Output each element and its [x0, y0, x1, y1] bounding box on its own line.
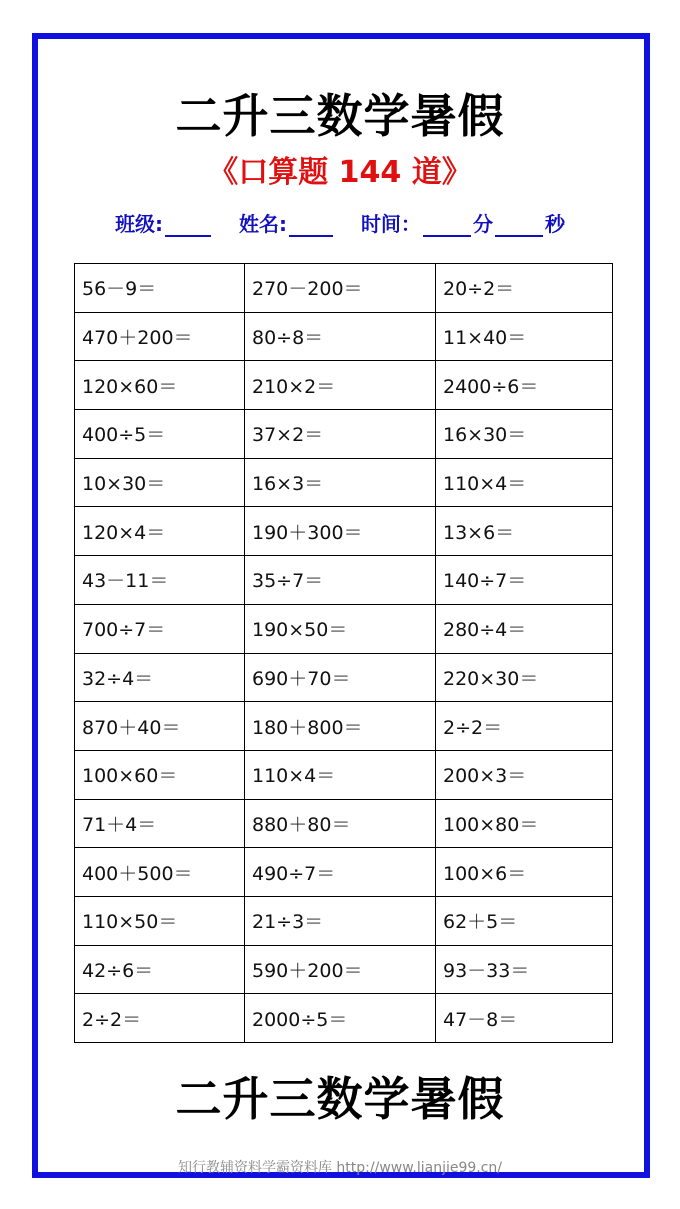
- table-row: [75, 361, 613, 410]
- problem-cell: 200×3＝: [436, 750, 613, 799]
- problem-cell: 2÷2＝: [75, 994, 245, 1043]
- time-label: 时间：: [360, 212, 421, 236]
- problem-cell: 32÷4＝: [75, 653, 245, 702]
- problem-cell: 140÷7＝: [436, 556, 613, 605]
- minute-blank: [423, 215, 471, 237]
- table-row: [75, 458, 613, 507]
- bottom-title: 二升三数学暑假: [175, 1072, 505, 1126]
- table-row: [75, 604, 613, 653]
- minute-label: 分: [472, 212, 493, 236]
- problem-cell: 470＋200＝: [75, 312, 245, 361]
- name-blank: [289, 215, 333, 237]
- problem-cell: 37×2＝: [245, 410, 436, 459]
- problem-cell: 2÷2＝: [436, 702, 613, 751]
- problem-cell: 10×30＝: [75, 458, 245, 507]
- problem-cell: 100×80＝: [436, 799, 613, 848]
- problem-cell: 220×30＝: [436, 653, 613, 702]
- problem-cell: 590＋200＝: [245, 945, 436, 994]
- second-label: 秒: [544, 212, 565, 236]
- problem-table: [74, 263, 613, 1043]
- table-row: [75, 556, 613, 605]
- problem-cell: 280÷4＝: [436, 604, 613, 653]
- table-row: [75, 750, 613, 799]
- table-row: [75, 653, 613, 702]
- problem-cell: 210×2＝: [245, 361, 436, 410]
- problem-cell: 110×4＝: [245, 750, 436, 799]
- table-row: [75, 702, 613, 751]
- class-blank: [165, 215, 211, 237]
- problem-cell: 35÷7＝: [245, 556, 436, 605]
- problem-cell: 20÷2＝: [436, 264, 613, 313]
- problem-cell: 42÷6＝: [75, 945, 245, 994]
- problem-cell: 43－11＝: [75, 556, 245, 605]
- problem-cell: 110×50＝: [75, 896, 245, 945]
- footer-watermark: 知行教辅资料学霸资料库 http://www.lianjie99.cn/: [177, 1160, 503, 1176]
- problem-cell: 100×60＝: [75, 750, 245, 799]
- problem-cell: 47－8＝: [436, 994, 613, 1043]
- problem-cell: 690＋70＝: [245, 653, 436, 702]
- problem-cell: 120×60＝: [75, 361, 245, 410]
- problem-cell: 490÷7＝: [245, 848, 436, 897]
- table-row: [75, 896, 613, 945]
- page-subtitle: 《口算题 144 道》: [208, 155, 472, 190]
- problem-cell: 93－33＝: [436, 945, 613, 994]
- problem-cell: 190×50＝: [245, 604, 436, 653]
- problem-cell: 11×40＝: [436, 312, 613, 361]
- problem-cell: 190＋300＝: [245, 507, 436, 556]
- problem-cell: 2000÷5＝: [245, 994, 436, 1043]
- table-row: [75, 410, 613, 459]
- table-row: [75, 264, 613, 313]
- problem-cell: 180＋800＝: [245, 702, 436, 751]
- info-line: [0, 208, 680, 237]
- problem-cell: 270－200＝: [245, 264, 436, 313]
- problem-cell: 16×3＝: [245, 458, 436, 507]
- table-row: [75, 945, 613, 994]
- problem-cell: 80÷8＝: [245, 312, 436, 361]
- problem-cell: 110×4＝: [436, 458, 613, 507]
- problem-cell: 400＋500＝: [75, 848, 245, 897]
- problem-cell: 13×6＝: [436, 507, 613, 556]
- problem-cell: 100×6＝: [436, 848, 613, 897]
- problem-cell: 2400÷6＝: [436, 361, 613, 410]
- table-row: [75, 312, 613, 361]
- page-title: 二升三数学暑假: [175, 89, 505, 143]
- table-row: [75, 848, 613, 897]
- problem-cell: 870＋40＝: [75, 702, 245, 751]
- class-label: 班级:: [115, 212, 164, 236]
- problem-cell: 700÷7＝: [75, 604, 245, 653]
- problem-cell: 16×30＝: [436, 410, 613, 459]
- problem-cell: 56－9＝: [75, 264, 245, 313]
- table-row: [75, 994, 613, 1043]
- name-label: 姓名:: [239, 212, 287, 236]
- second-blank: [495, 215, 543, 237]
- problem-cell: 120×4＝: [75, 507, 245, 556]
- problem-cell: 62＋5＝: [436, 896, 613, 945]
- table-row: [75, 799, 613, 848]
- problem-cell: 880＋80＝: [245, 799, 436, 848]
- problem-cell: 71＋4＝: [75, 799, 245, 848]
- problem-cell: 21÷3＝: [245, 896, 436, 945]
- problem-cell: 400÷5＝: [75, 410, 245, 459]
- table-row: [75, 507, 613, 556]
